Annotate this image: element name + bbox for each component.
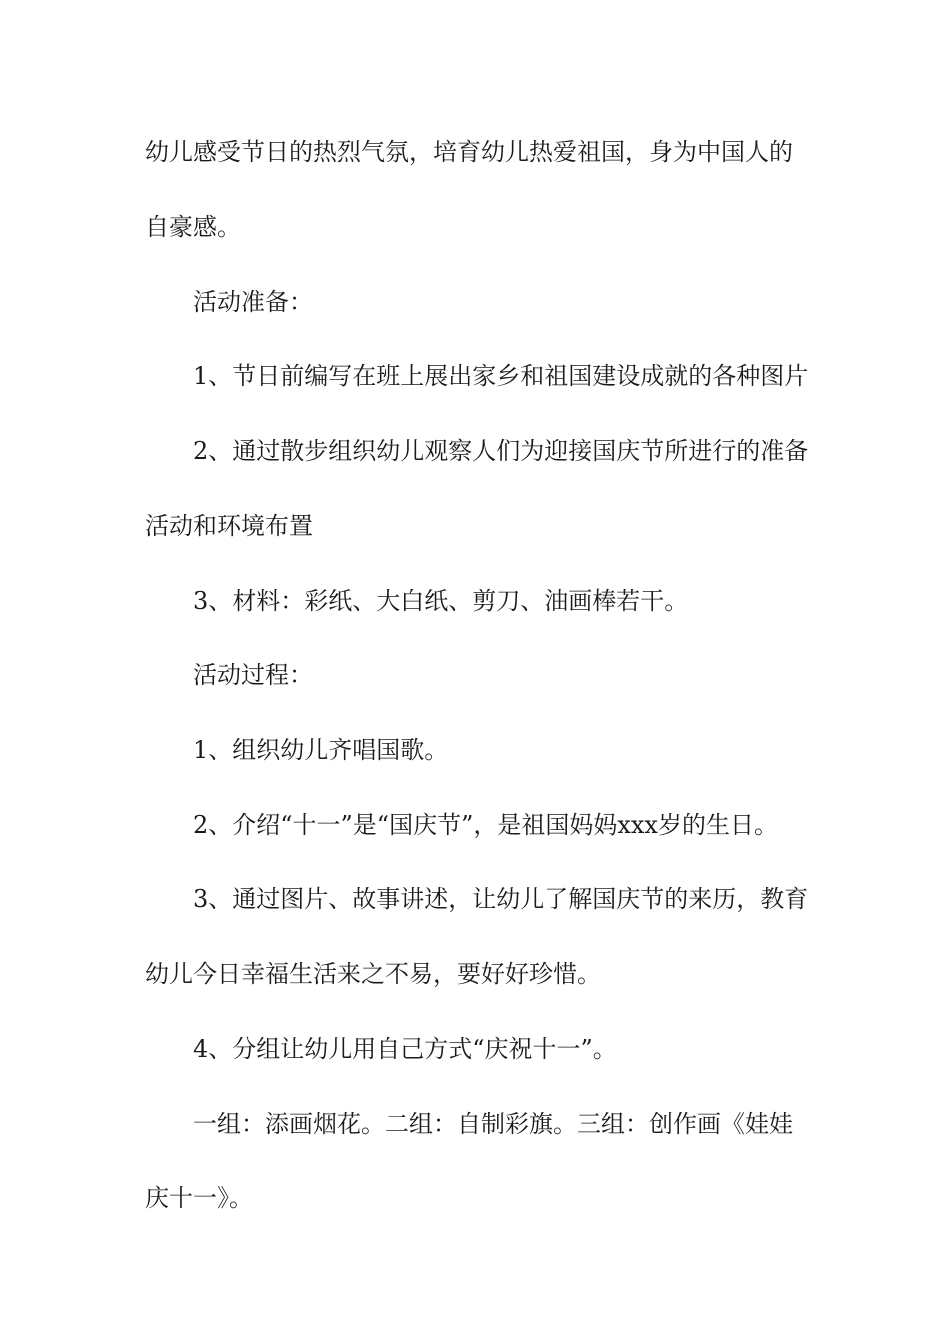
list-item: 2、介绍“十一”是“国庆节”，是祖国妈妈xxx岁的生日。 [193, 811, 778, 839]
list-item: 1、节日前编写在班上展出家乡和祖国建设成就的各种图片 [193, 362, 809, 390]
text-line: 庆十一》。 [145, 1184, 253, 1212]
text-line: 一组：添画烟花。二组：自制彩旗。三组：创作画《娃娃 [193, 1110, 793, 1138]
text-line: 幼儿今日幸福生活来之不易，要好好珍惜。 [145, 960, 601, 988]
list-item: 4、分组让幼儿用自己方式“庆祝十一”。 [193, 1035, 617, 1063]
section-heading: 活动准备： [193, 288, 313, 316]
section-heading: 活动过程： [193, 661, 313, 689]
list-item: 3、材料：彩纸、大白纸、剪刀、油画棒若干。 [193, 587, 689, 615]
list-item: 1、组织幼儿齐唱国歌。 [193, 736, 449, 764]
text-line: 幼儿感受节日的热烈气氛，培育幼儿热爱祖国，身为中国人的 [145, 138, 793, 166]
list-item: 2、通过散步组织幼儿观察人们为迎接国庆节所进行的准备 [193, 437, 809, 465]
list-item: 3、通过图片、故事讲述，让幼儿了解国庆节的来历，教育 [193, 885, 809, 913]
text-line: 活动和环境布置 [145, 512, 313, 540]
text-line: 自豪感。 [145, 213, 241, 241]
